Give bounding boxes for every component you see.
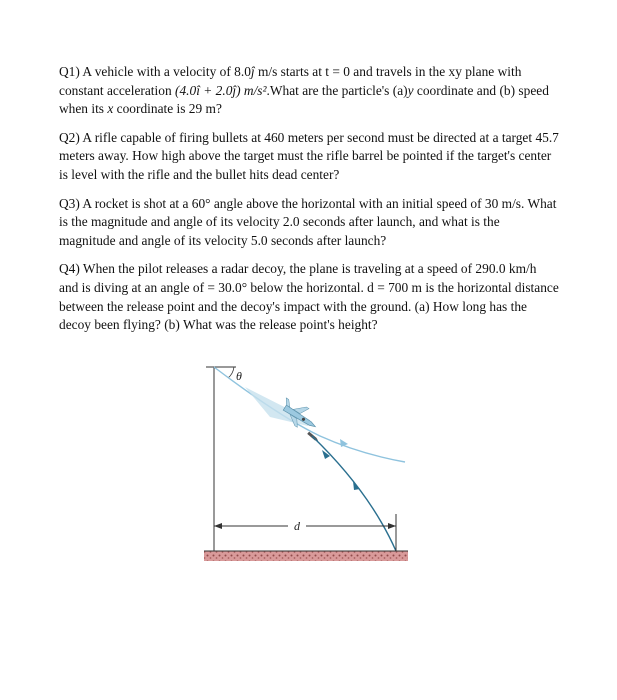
angle-label: θ bbox=[236, 369, 242, 383]
ground bbox=[204, 551, 408, 561]
decoy-diagram bbox=[200, 362, 412, 567]
angle-arc bbox=[228, 367, 234, 378]
question-2: Q2) A rifle capable of firing bullets at 460 meters per second must be directed at a target 45.7 meters away. How high above the target must the rifle barrel be pointed if the target's center is level with the rifle and the bullet hits dead center? bbox=[59, 129, 559, 182]
decoy-figure bbox=[200, 362, 412, 567]
question-4: Q4) When the pilot releases a radar decoy, the plane is traveling at a speed of 290.0 km/h and is diving at an angle of = 30.0° below the horizontal. d = 700 m is the horizontal distance between the release point and the decoy's impact with the ground. (a) How long has the decoy been flying? (b) What was the release point's height? bbox=[59, 261, 559, 333]
question-1-var-y: y bbox=[407, 82, 414, 98]
question-1-text-c: .What are the particle's (a) bbox=[266, 82, 408, 98]
decoy-trajectory-arrow-icon bbox=[322, 450, 330, 459]
question-1-text-e: coordinate is 29 m? bbox=[113, 101, 222, 117]
question-1-text-d: coordinate and (b) speed when its bbox=[59, 82, 549, 117]
question-1-var-x: x bbox=[107, 101, 114, 117]
distance-arrow-left-icon bbox=[214, 523, 222, 529]
plane-dive-path bbox=[214, 367, 405, 462]
question-3: Q3) A rocket is shot at a 60° angle above the horizontal with an initial speed of 30 m/s. What is the magnitude and angle of its velocity 2.0 seconds after launch, and what is the magnitude and angle of its velocity 5.0 seconds after launch? bbox=[59, 195, 557, 248]
distance-arrow-right-icon bbox=[388, 523, 396, 529]
question-1-text-b: m/s starts at t = 0 and travels in the xy plane with constant acceleration bbox=[59, 64, 522, 98]
question-1 bbox=[59, 63, 559, 119]
question-1-text-a: Q1) A vehicle with a velocity of 8.0 bbox=[59, 64, 251, 79]
question-1-unit-vector-j: ĵ bbox=[250, 64, 255, 79]
question-1-acceleration: (4.0î + 2.0ĵ) m/s² bbox=[175, 82, 267, 98]
distance-label: d bbox=[294, 519, 300, 533]
decoy-trajectory-arrow-icon-2 bbox=[353, 481, 360, 490]
question-list bbox=[59, 63, 559, 345]
